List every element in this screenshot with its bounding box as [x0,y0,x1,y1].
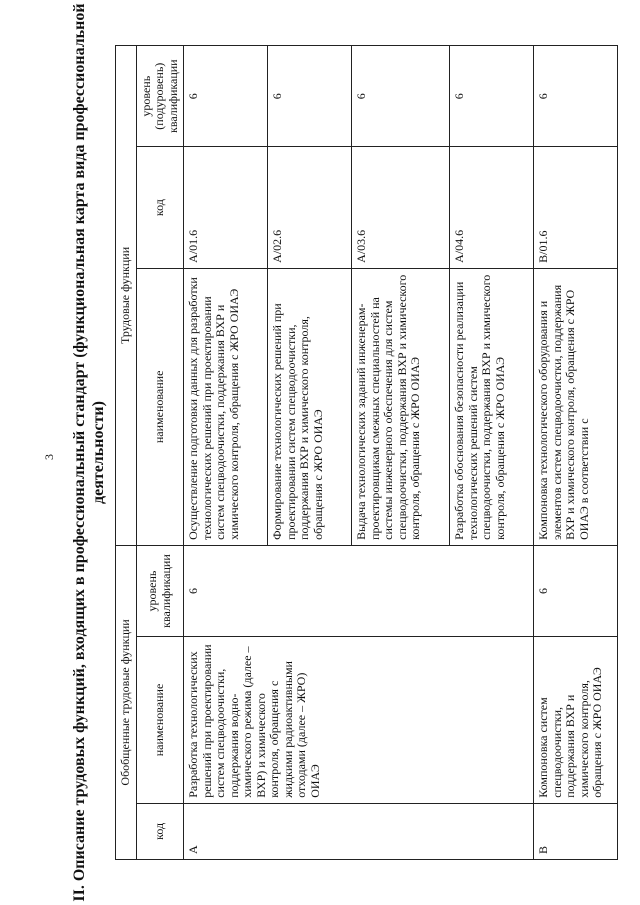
fn-name-cell: Компоновка технологического оборудования и элементов систем спецводоочистки, поддержания ВХР и химического контроля, обращения с ЖРО ОИАЭ в соответствии с [534,268,618,545]
gen-name-cell: Разработка технологических решений при проектировании систем спецводоочистки, поддержания водно-химического режима (далее – ВХР) и химического контроля, обращения с жидкими радиоактивными отходами (далее – ЖРО) ОИАЭ [184,637,534,804]
fn-level-cell: 6 [450,46,534,147]
header-row-2 [136,46,184,860]
gen-code-cell: В [534,803,618,859]
generalized-functions-header: Обобщенные трудовые функции [116,545,137,859]
fn-name-cell: Формирование технологических решений при проектировании систем спецводоочистки, поддержания ВХР и химического контроля, обращения с ЖРО ОИАЭ [268,268,352,545]
fn-name-cell: Разработка обоснования безопасности реализации технологических решений систем спецводоочистки, поддержания ВХР и химического контроля, обращения с ЖРО ОИАЭ [450,268,534,545]
header-fn-name: наименование [136,268,184,545]
fn-level-cell: 6 [352,46,450,147]
fn-code-cell: B/01.6 [534,147,618,268]
gen-name-cell: Компоновка систем спецводоочистки, поддержания ВХР и химического контроля, обращения с ЖРО ОИАЭ [534,637,618,804]
fn-code-cell: A/01.6 [184,147,268,268]
fn-code-cell: A/03.6 [352,147,450,268]
header-gen-level: уровень квалификации [136,545,184,636]
fn-code-cell: A/04.6 [450,147,534,268]
gen-level-cell: 6 [184,545,534,636]
fn-code-cell: A/02.6 [268,147,352,268]
section-title: II. Описание трудовых функций, входящих в профессиональный стандарт (функциональная карта вида профессиональной деятельности) [71,3,107,902]
labor-functions-header: Трудовые функции [116,46,137,546]
header-fn-level: уровень (подуровень) квалификации [136,46,184,147]
table-row [184,46,268,860]
fn-level-cell: 6 [534,46,618,147]
fn-level-cell: 6 [184,46,268,147]
header-row-1 [116,46,137,860]
gen-code-cell: А [184,803,534,859]
fn-name-cell: Выдача технологических заданий инженерам-проектировщикам смежных специальностей на системы инженерного обеспечения для систем спецводоочистки, поддержания ВХР и химического контроля, обращения с ЖРО ОИАЭ [352,268,450,545]
header-gen-code: код [136,803,184,859]
page-number: 3 [42,454,56,460]
table-row [534,46,618,860]
fn-level-cell: 6 [268,46,352,147]
functional-map-table [115,45,618,860]
header-gen-name: наименование [136,637,184,804]
gen-level-cell: 6 [534,545,618,636]
fn-name-cell: Осуществление подготовки данных для разработки технологических решений при проектировании систем спецводоочистки, поддержания ВХР и химического контроля, обращения с ЖРО ОИАЭ [184,268,268,545]
header-fn-code: код [136,147,184,268]
